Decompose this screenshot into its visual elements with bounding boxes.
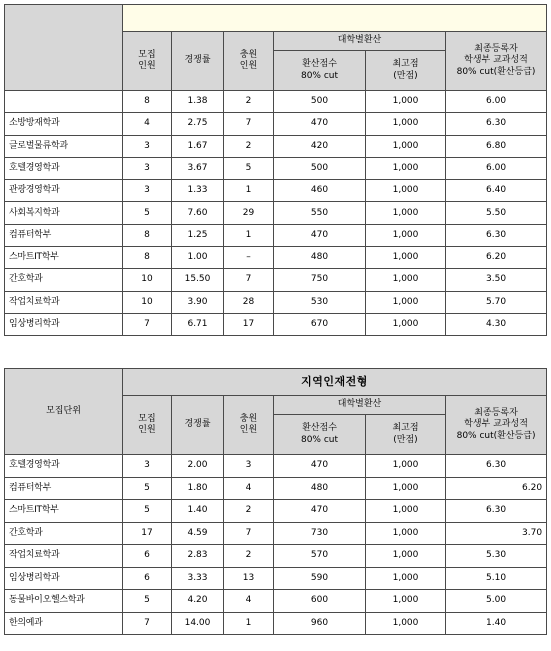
- recruit-cell: 8: [123, 247, 172, 269]
- dept-cell: 스마트IT학부: [5, 247, 123, 269]
- additional-cell: 3: [224, 455, 274, 478]
- table-row: [5, 224, 547, 246]
- recruit-cell: 3: [123, 135, 172, 157]
- table-row: [5, 567, 547, 590]
- score-cell: 600: [274, 590, 366, 613]
- score-cell: 550: [274, 202, 366, 224]
- max-score-cell: 1,000: [366, 180, 446, 202]
- competition-cell: 3.33: [172, 567, 224, 590]
- score-cell: 480: [274, 477, 366, 500]
- dept-cell: [5, 91, 123, 113]
- table-row: [5, 545, 547, 568]
- dept-cell: 호텔경영학과: [5, 455, 123, 478]
- max-score-cell: 1,000: [366, 522, 446, 545]
- competition-cell: 2.75: [172, 113, 224, 135]
- grade-cell: 6.40: [446, 180, 547, 202]
- dept-cell: 동물바이오헬스학과: [5, 590, 123, 613]
- max-score-cell: 1,000: [366, 612, 446, 635]
- competition-cell: 4.20: [172, 590, 224, 613]
- table-row: [5, 291, 547, 313]
- conversion-group-header: 대학별환산: [274, 32, 446, 51]
- score-cell: 500: [274, 91, 366, 113]
- recruit-cell: 7: [123, 612, 172, 635]
- recruit-header: 모집 인원: [123, 32, 172, 91]
- score-cell: 470: [274, 500, 366, 523]
- competition-cell: 3.67: [172, 157, 224, 179]
- final-group-header: 최종등록자 학생부 교과성적 80% cut(환산등급): [446, 32, 547, 91]
- score-cell: 590: [274, 567, 366, 590]
- table-row: [5, 477, 547, 500]
- recruit-cell: 8: [123, 91, 172, 113]
- dept-cell: 간호학과: [5, 522, 123, 545]
- competition-header: 경쟁률: [172, 32, 224, 91]
- recruit-cell: 10: [123, 269, 172, 291]
- table-row: [5, 113, 547, 135]
- recruit-cell: 17: [123, 522, 172, 545]
- additional-cell: –: [224, 247, 274, 269]
- competition-cell: 1.80: [172, 477, 224, 500]
- dept-cell: 간호학과: [5, 269, 123, 291]
- table-row: [5, 157, 547, 179]
- grade-cell: 4.30: [446, 313, 547, 335]
- competition-cell: 4.59: [172, 522, 224, 545]
- recruit-cell: 3: [123, 455, 172, 478]
- grade-cell: 6.00: [446, 91, 547, 113]
- dept-cell: 임상병리학과: [5, 313, 123, 335]
- recruit-cell: 3: [123, 180, 172, 202]
- additional-cell: 1: [224, 180, 274, 202]
- table-row: [5, 135, 547, 157]
- grade-cell: 3.70: [446, 522, 547, 545]
- dept-cell: 작업치료학과: [5, 291, 123, 313]
- competition-cell: 2.00: [172, 455, 224, 478]
- max-score-cell: 1,000: [366, 500, 446, 523]
- score-cell: 500: [274, 157, 366, 179]
- additional-cell: 2: [224, 91, 274, 113]
- additional-cell: 7: [224, 269, 274, 291]
- additional-cell: 17: [224, 313, 274, 335]
- score-cell: 750: [274, 269, 366, 291]
- admission-table-2: [4, 368, 547, 635]
- dept-cell: 컴퓨터학부: [5, 224, 123, 246]
- recruit-cell: 10: [123, 291, 172, 313]
- grade-cell: 6.30: [446, 224, 547, 246]
- table-title-text: 지역인재전형: [301, 374, 368, 388]
- score-cell: 530: [274, 291, 366, 313]
- competition-cell: 1.33: [172, 180, 224, 202]
- recruit-header: 모집 인원: [123, 396, 172, 455]
- recruit-cell: 4: [123, 113, 172, 135]
- department-header: [5, 5, 123, 91]
- table-row: [5, 522, 547, 545]
- max-score-header: 최고점 (만점): [366, 51, 446, 91]
- competition-header: 경쟁률: [172, 396, 224, 455]
- additional-cell: 7: [224, 522, 274, 545]
- table-title: [123, 5, 547, 32]
- dept-cell: 글로벌물류학과: [5, 135, 123, 157]
- grade-cell: 6.30: [446, 113, 547, 135]
- score-cell: 730: [274, 522, 366, 545]
- max-score-cell: 1,000: [366, 224, 446, 246]
- dept-cell: 사회복지학과: [5, 202, 123, 224]
- dept-cell: 임상병리학과: [5, 567, 123, 590]
- max-score-cell: 1,000: [366, 91, 446, 113]
- competition-cell: 1.67: [172, 135, 224, 157]
- competition-cell: 2.83: [172, 545, 224, 568]
- additional-cell: 1: [224, 224, 274, 246]
- max-score-cell: 1,000: [366, 291, 446, 313]
- recruit-cell: 5: [123, 590, 172, 613]
- grade-cell: 5.00: [446, 590, 547, 613]
- dept-cell: 작업치료학과: [5, 545, 123, 568]
- additional-cell: 2: [224, 545, 274, 568]
- recruit-cell: 6: [123, 545, 172, 568]
- recruit-cell: 5: [123, 477, 172, 500]
- competition-cell: 15.50: [172, 269, 224, 291]
- table-row: [5, 590, 547, 613]
- grade-cell: 5.10: [446, 567, 547, 590]
- additional-cell: 4: [224, 477, 274, 500]
- table-2-body: [5, 455, 547, 635]
- additional-cell: 4: [224, 590, 274, 613]
- max-score-cell: 1,000: [366, 477, 446, 500]
- max-score-cell: 1,000: [366, 313, 446, 335]
- additional-cell: 7: [224, 113, 274, 135]
- table-row: [5, 247, 547, 269]
- score-cell: 460: [274, 180, 366, 202]
- additional-cell: 28: [224, 291, 274, 313]
- additional-cell: 2: [224, 500, 274, 523]
- recruit-cell: 8: [123, 224, 172, 246]
- score-cell: 480: [274, 247, 366, 269]
- additional-cell: 13: [224, 567, 274, 590]
- admission-table-1: [4, 4, 547, 336]
- grade-cell: 6.30: [446, 500, 547, 523]
- competition-cell: 1.40: [172, 500, 224, 523]
- grade-cell: 6.20: [446, 247, 547, 269]
- dept-cell: 관광경영학과: [5, 180, 123, 202]
- dept-cell: 소방방재학과: [5, 113, 123, 135]
- table-1-body: [5, 91, 547, 336]
- max-score-cell: 1,000: [366, 202, 446, 224]
- recruit-cell: 6: [123, 567, 172, 590]
- additional-cell: 5: [224, 157, 274, 179]
- max-score-cell: 1,000: [366, 157, 446, 179]
- grade-cell: 6.00: [446, 157, 547, 179]
- competition-cell: 14.00: [172, 612, 224, 635]
- score-cell: 470: [274, 113, 366, 135]
- dept-cell: 컴퓨터학부: [5, 477, 123, 500]
- conversion-group-header: 대학별환산: [274, 396, 446, 415]
- table-row: [5, 269, 547, 291]
- recruit-cell: 5: [123, 202, 172, 224]
- max-score-cell: 1,000: [366, 567, 446, 590]
- grade-cell: 1.40: [446, 612, 547, 635]
- grade-cell: 6.80: [446, 135, 547, 157]
- max-score-cell: 1,000: [366, 590, 446, 613]
- competition-cell: 3.90: [172, 291, 224, 313]
- grade-cell: 5.50: [446, 202, 547, 224]
- score-cell: 570: [274, 545, 366, 568]
- max-score-cell: 1,000: [366, 545, 446, 568]
- max-score-cell: 1,000: [366, 269, 446, 291]
- competition-cell: 1.38: [172, 91, 224, 113]
- recruit-cell: 5: [123, 500, 172, 523]
- table-row: [5, 180, 547, 202]
- department-header: 모집단위: [5, 369, 123, 455]
- max-score-cell: 1,000: [366, 247, 446, 269]
- competition-cell: 1.25: [172, 224, 224, 246]
- dept-cell: 호텔경영학과: [5, 157, 123, 179]
- max-score-header: 최고점 (만점): [366, 415, 446, 455]
- dept-cell: 한의예과: [5, 612, 123, 635]
- grade-cell: 6.30: [446, 455, 547, 478]
- table-row: [5, 500, 547, 523]
- table-row: [5, 612, 547, 635]
- competition-cell: 1.00: [172, 247, 224, 269]
- score-80-header: 환산점수 80% cut: [274, 415, 366, 455]
- table-row: [5, 455, 547, 478]
- table-row: [5, 91, 547, 113]
- grade-cell: 6.20: [446, 477, 547, 500]
- score-cell: 420: [274, 135, 366, 157]
- competition-cell: 7.60: [172, 202, 224, 224]
- score-cell: 960: [274, 612, 366, 635]
- score-cell: 470: [274, 224, 366, 246]
- final-group-header: 최종등록자 학생부 교과성적 80% cut(환산등급): [446, 396, 547, 455]
- grade-cell: 3.50: [446, 269, 547, 291]
- table-row: [5, 313, 547, 335]
- score-80-header: 환산점수 80% cut: [274, 51, 366, 91]
- grade-cell: 5.70: [446, 291, 547, 313]
- grade-cell: 5.30: [446, 545, 547, 568]
- max-score-cell: 1,000: [366, 135, 446, 157]
- score-cell: 470: [274, 455, 366, 478]
- score-cell: 670: [274, 313, 366, 335]
- additional-cell: 2: [224, 135, 274, 157]
- table-row: [5, 202, 547, 224]
- recruit-cell: 3: [123, 157, 172, 179]
- additional-header: 충원 인원: [224, 396, 274, 455]
- dept-cell: 스마트IT학부: [5, 500, 123, 523]
- table-title: [123, 369, 547, 396]
- max-score-cell: 1,000: [366, 113, 446, 135]
- additional-header: 충원 인원: [224, 32, 274, 91]
- competition-cell: 6.71: [172, 313, 224, 335]
- recruit-cell: 7: [123, 313, 172, 335]
- additional-cell: 1: [224, 612, 274, 635]
- additional-cell: 29: [224, 202, 274, 224]
- max-score-cell: 1,000: [366, 455, 446, 478]
